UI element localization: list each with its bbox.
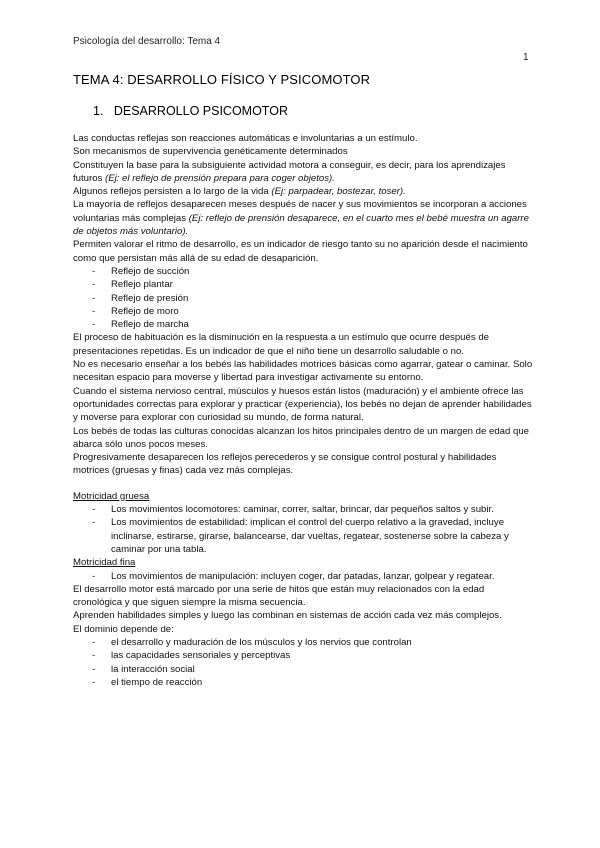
paragraph: No es necesario enseñar a los bebés las habilidades motrices básicas como agarrar, gatear o caminar. Solo necesitan espacio para moverse y libertad para investigar activamente su entorno. bbox=[73, 359, 533, 384]
subheading-fine-motor: Motricidad fina bbox=[73, 557, 136, 569]
running-header: Psicología del desarrollo: Tema 4 bbox=[73, 36, 221, 47]
chapter-title: TEMA 4: DESARROLLO FÍSICO Y PSICOMOTOR bbox=[73, 72, 371, 87]
list-item: - las capacidades sensoriales y perceptivas bbox=[73, 649, 533, 662]
paragraph: El desarrollo motor está marcado por una serie de hitos que están muy relacionados con la edad cronológica y que siguen siempre la misma secuencia. bbox=[73, 583, 485, 609]
list-item: - Reflejo de succión bbox=[73, 265, 533, 278]
paragraph: El dominio depende de: bbox=[73, 623, 174, 635]
paragraph: Permiten valorar el ritmo de desarrollo, es un indicador de riesgo tanto su no aparición desde el nacimiento como que persistan más allá de su edad de desaparición. bbox=[73, 239, 528, 264]
list-item: - Los movimientos locomotores: caminar, correr, saltar, brincar, dar pequeños saltos y subir. bbox=[73, 503, 533, 516]
list-item: - Los movimientos de manipulación: incluyen coger, dar patadas, lanzar, golpear y regatear. bbox=[73, 570, 533, 583]
list-item: - el tiempo de reacción bbox=[73, 676, 533, 689]
paragraph: El proceso de habituación es la disminución en la respuesta a un estímulo que ocurre después de presentaciones repetidas. Es un indicador de que el niño tiene un desarrollo saludable o no. bbox=[73, 332, 489, 357]
section-number: 1. bbox=[93, 104, 104, 118]
paragraph bbox=[73, 198, 533, 238]
paragraph-text: Constituyen la base para la subsiguiente actividad motora a conseguir, es decir, para los aprendizajes futuros bbox=[73, 159, 506, 184]
section-heading bbox=[93, 104, 288, 118]
paragraph bbox=[73, 159, 533, 186]
list-item: - Reflejo de presión bbox=[73, 292, 533, 305]
list-item: - Los movimientos de estabilidad: implican el control del cuerpo relativo a la gravedad, incluye inclinarse, estirarse, girarse, balancearse, dar vueltas, regatear, sostenerse sobre la cabeza y caminar por una tabla. bbox=[73, 516, 533, 556]
paragraph bbox=[73, 185, 533, 198]
list-item: - la interacción social bbox=[73, 663, 533, 676]
page-number: 1 bbox=[523, 52, 529, 63]
paragraph-text: Algunos reflejos persisten a lo largo de la vida bbox=[73, 186, 272, 198]
section-label: DESARROLLO PSICOMOTOR bbox=[113, 104, 288, 118]
paragraph: Los bebés de todas las culturas conocidas alcanzan los hitos principales dentro de un margen de edad que abarca sólo unos pocos meses. bbox=[73, 425, 530, 450]
paragraph: Las conductas reflejas son reacciones automáticas e involuntarias a un estímulo. bbox=[73, 133, 418, 144]
list-item: - Reflejo plantar bbox=[73, 278, 533, 291]
paragraph: Son mecanismos de supervivencia genéticamente determinados bbox=[73, 146, 348, 158]
paragraph: Aprenden habilidades simples y luego las combinan en sistemas de acción cada vez más complejos. bbox=[73, 610, 502, 622]
subheading-gross-motor: Motricidad gruesa bbox=[73, 490, 150, 502]
example-text: (Ej: el reflejo de prensión prepara para coger objetos). bbox=[105, 172, 335, 184]
spacer bbox=[73, 478, 533, 490]
paragraph: Progresivamente desaparecen los reflejos perecederos y se consigue control postural y habilidades motrices (gruesas y finas) cada vez más complejas. bbox=[73, 452, 497, 477]
example-text: (Ej: parpadear, bostezar, toser). bbox=[271, 186, 406, 198]
paragraph-text: La mayoría de reflejos desaparecen meses después de nacer y sus movimientos se incorporan a acciones voluntarias más complejas bbox=[73, 199, 527, 224]
list-item: - el desarrollo y maduración de los músculos y los nervios que controlan bbox=[73, 636, 533, 649]
list-item: - Reflejo de moro bbox=[73, 305, 533, 318]
paragraph: Cuando el sistema nervioso central, músculos y huesos están listos (maduración) y el ambiente ofrece las oportunidades correctas para explorar y practicar (experiencia), los bebés no dejan de aprender habilidades y moverse para explorar con curiosidad su mundo, de forma natural. bbox=[73, 385, 532, 424]
list-item: - Reflejo de marcha bbox=[73, 318, 533, 331]
example-text: (Ej: reflejo de prensión desaparece, en el cuarto mes el bebé muestra un agarre de objetos más voluntario). bbox=[73, 212, 529, 238]
body-text bbox=[73, 132, 533, 689]
